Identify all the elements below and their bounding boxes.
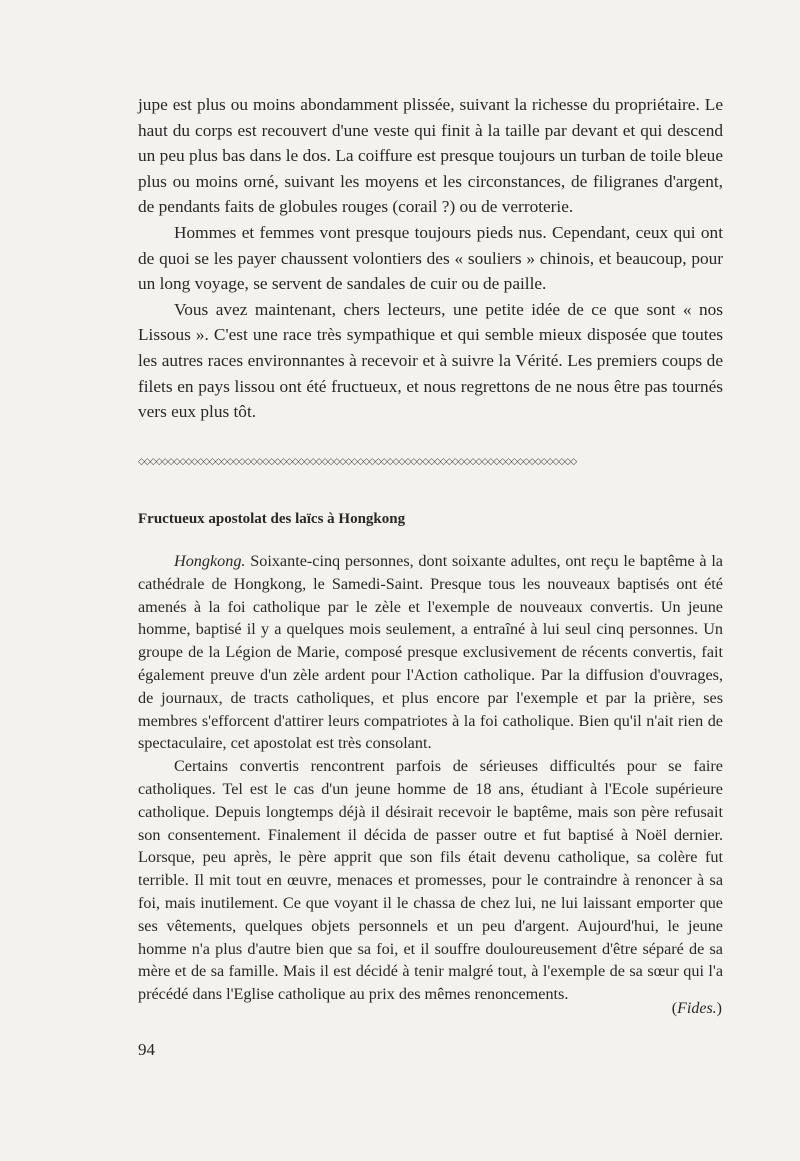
article-paragraph-1 <box>138 550 723 755</box>
lead-place: Hongkong. <box>174 552 246 570</box>
lead-text: Soixante-cinq personnes, dont soixante adultes, ont reçu le baptême à la cathédrale de Hongkong, le Samedi-Saint. Presque tous les nouveaux baptisés ont été amenés à la foi catholique par le zèle et l'exemple de nouveaux convertis. Un jeune homme, baptisé il y a quelques mois seulement, a entraîné à lui seul cinq personnes. Un groupe de la Légion de Marie, composé presque exclusivement de récents convertis, fait également preuve d'un zèle ardent pour l'Action catholique. Par la diffusion d'ouvrages, de journaux, de tracts catholiques, et plus encore par l'exemple et par la prière, ses membres s'efforcent d'attirer leurs compatriotes à la foi catholique. Bien qu'il n'ait rien de spectaculaire, cet apostolat est très consolant. <box>138 552 723 753</box>
source-attribution: (Fides.) <box>671 1000 722 1017</box>
ornamental-divider: ◇◇◇◇◇◇◇◇◇◇◇◇◇◇◇◇◇◇◇◇◇◇◇◇◇◇◇◇◇◇◇◇◇◇◇◇◇◇◇◇◇◇◇◇◇◇◇◇◇◇◇◇◇◇◇◇◇◇◇◇◇◇◇◇◇◇◇◇◇◇◇◇◇◇ <box>138 457 577 467</box>
article-title: Fructueux apostolat des laïcs à Hongkong <box>138 511 406 527</box>
article-paragraph-2: Certains convertis rencontrent parfois de sérieuses difficultés pour se faire catholiques. Tel est le cas d'un jeune homme de 18 ans, étudiant à l'Ecole supérieure catholique. Depuis longtemps déjà il désirait recevoir le baptême, mais son père refusait son consentement. Finalement il décida de passer outre et fut baptisé à Noël dernier. Lorsque, peu après, le père apprit que son fils était devenu catholique, sa colère fut terrible. Il mit tout en œuvre, menaces et promesses, pour le contraindre à renoncer à sa foi, mais inutilement. Ce que voyant il le chassa de chez lui, ne lui laissant emporter que ses vêtements, quelques objets personnels et un peu d'argent. Aujourd'hui, le jeune homme n'a plus d'autre bien que sa foi, et il souffre douloureusement d'être séparé de sa mère et de sa famille. Mais il est décidé à tenir malgré tout, à l'exemple de sa sœur qui l'a précédé dans l'Eglise catholique au prix des mêmes renoncements. <box>138 757 723 1004</box>
continued-article-text <box>138 92 723 425</box>
article-body <box>138 550 723 1006</box>
paragraph-lissous: Vous avez maintenant, chers lecteurs, une petite idée de ce que sont « nos Lissous ». C'est une race très sympathique et qui semble mieux disposée que toutes les autres races environnantes à recevoir et à suivre la Vérité. Les premiers coups de filets en pays lissou ont été fructueux, et nous regrettons de ne nous être pas tournés vers eux plus tôt. <box>138 299 723 422</box>
page-number: 94 <box>138 1040 155 1059</box>
source-name: Fides. <box>677 1000 717 1017</box>
paragraph-continued: jupe est plus ou moins abondamment plissée, suivant la richesse du propriétaire. Le haut du corps est recouvert d'une veste qui finit à la taille par devant et qui descend un peu plus bas dans le dos. La coiffure est presque toujours un turban de toile bleue plus ou moins orné, suivant les moyens et les circonstances, de filigranes d'argent, de pendants faits de globules rouges (corail ?) ou de verroterie. <box>138 95 723 217</box>
paragraph-footwear: Hommes et femmes vont presque toujours pieds nus. Cependant, ceux qui ont de quoi se les payer chaussent volontiers des « souliers » chinois, et beaucoup, pour un long voyage, se servent de sandales de cuir ou de paille. <box>138 222 723 294</box>
